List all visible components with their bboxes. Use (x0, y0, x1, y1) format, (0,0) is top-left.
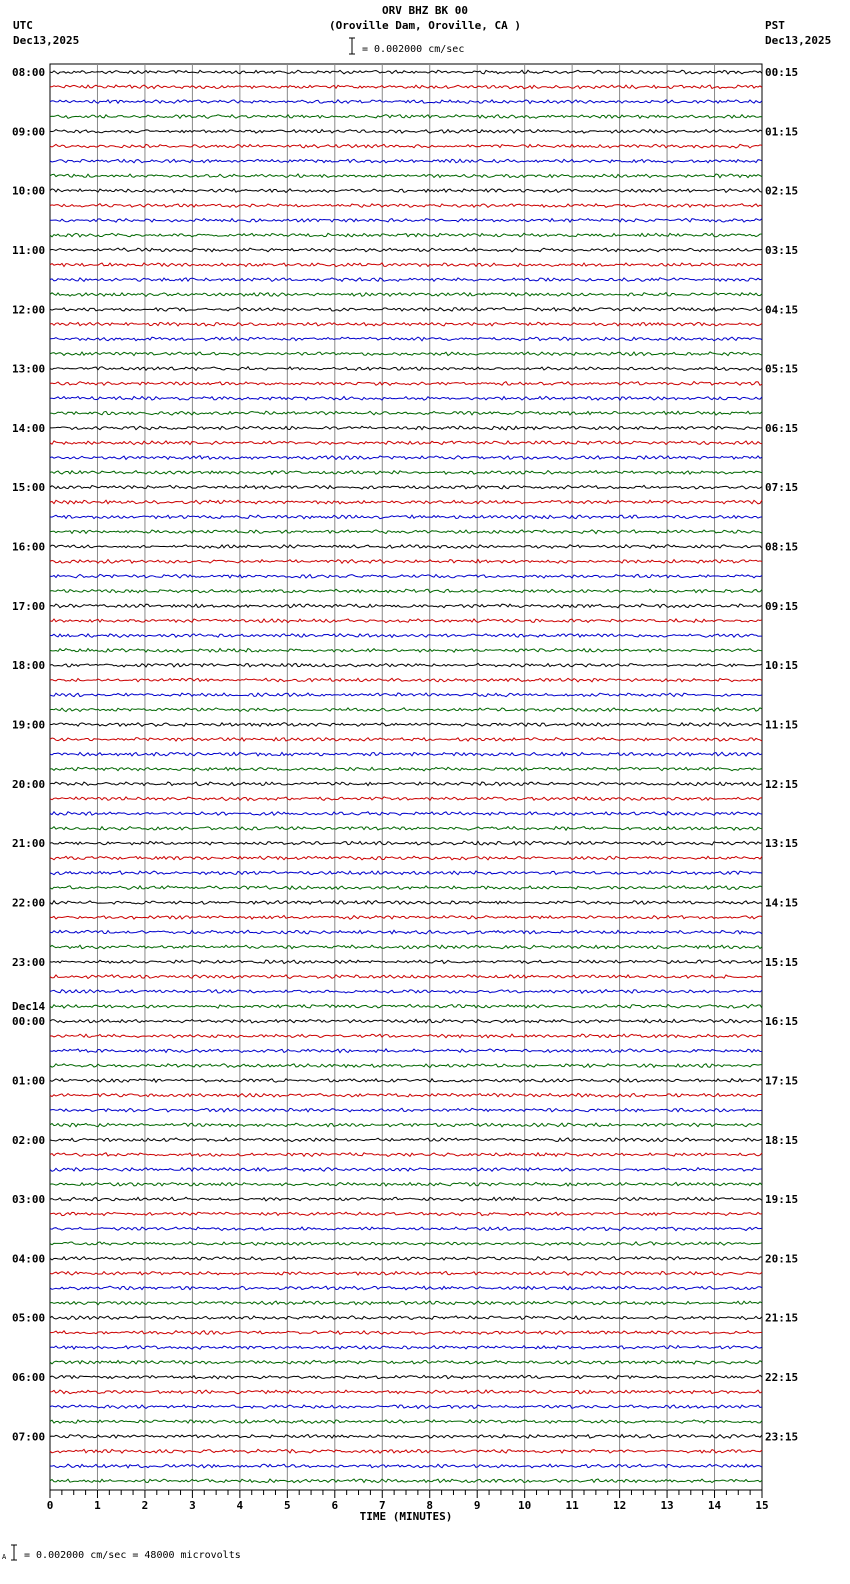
trace-line (50, 396, 762, 400)
x-tick-label: 5 (284, 1499, 291, 1512)
trace-line (50, 930, 762, 934)
trace-line (50, 100, 762, 104)
x-tick-label: 15 (755, 1499, 769, 1512)
footer-scale-bar-icon (9, 1543, 19, 1563)
utc-hour-label: 14:00 (12, 421, 46, 435)
trace-line (50, 619, 762, 623)
trace-line (50, 426, 762, 430)
trace-line (50, 456, 762, 460)
pst-hour-label: 11:15 (765, 718, 799, 732)
trace-line (50, 1346, 762, 1350)
trace-line (50, 1375, 762, 1379)
trace-line (50, 1034, 762, 1038)
utc-hour-label: 10:00 (12, 184, 46, 198)
utc-hour-label: 20:00 (12, 777, 46, 791)
trace-line (50, 990, 762, 994)
trace-line (50, 960, 762, 964)
trace-line (50, 767, 762, 771)
trace-line (50, 1049, 762, 1053)
trace-line (50, 1079, 762, 1083)
trace-line (50, 115, 762, 119)
trace-line (50, 307, 762, 311)
utc-hour-label: 23:00 (12, 955, 46, 969)
trace-line (50, 1182, 762, 1186)
trace-line (50, 233, 762, 237)
title-line2: (Oroville Dam, Oroville, CA ) (328, 19, 522, 32)
trace-line (50, 1331, 762, 1335)
x-tick-label: 14 (707, 1499, 722, 1512)
trace-line (50, 471, 762, 475)
trace-line (50, 485, 762, 489)
pst-hour-label: 07:15 (765, 481, 799, 495)
trace-line (50, 204, 762, 208)
trace-line (50, 1019, 762, 1023)
pst-hour-label: 18:15 (765, 1133, 799, 1147)
x-tick-label: 11 (565, 1499, 579, 1512)
x-tick-label: 9 (473, 1499, 481, 1512)
trace-line (50, 812, 762, 816)
trace-line (50, 975, 762, 979)
trace-line (50, 85, 762, 89)
pst-hour-label: 16:15 (765, 1015, 799, 1029)
trace-line (50, 856, 762, 860)
x-tick-label: 2 (141, 1499, 149, 1512)
right-timezone: PST (765, 19, 785, 32)
pst-hour-label: 10:15 (765, 659, 799, 673)
pst-hour-label: 23:15 (765, 1430, 799, 1444)
left-timezone: UTC (13, 19, 33, 32)
pst-hour-label: 08:15 (765, 540, 799, 554)
trace-line (50, 916, 762, 920)
trace-line (50, 1197, 762, 1201)
trace-line (50, 574, 762, 578)
trace-line (50, 144, 762, 148)
utc-hour-label: 18:00 (12, 659, 46, 673)
pst-hour-label: 09:15 (765, 599, 799, 613)
trace-line (50, 1123, 762, 1127)
utc-hour-label: 13:00 (12, 362, 46, 376)
pst-hour-label: 01:15 (765, 125, 799, 139)
trace-line (50, 1227, 762, 1231)
pst-hour-label: 02:15 (765, 184, 799, 198)
trace-line (50, 649, 762, 653)
pst-hour-label: 12:15 (765, 777, 799, 791)
trace-line (50, 530, 762, 534)
utc-hour-label: 11:00 (12, 243, 46, 257)
trace-line (50, 886, 762, 890)
trace-line (50, 1464, 762, 1468)
utc-hour-label: 09:00 (12, 125, 46, 139)
pst-hour-label: 21:15 (765, 1311, 799, 1325)
pst-hour-label: 15:15 (765, 955, 799, 969)
trace-line (50, 382, 762, 386)
x-tick-label: 6 (331, 1499, 339, 1512)
pst-hour-label: 04:15 (765, 303, 799, 317)
right-date: Dec13,2025 (765, 34, 832, 47)
utc-hour-label: 02:00 (12, 1133, 46, 1147)
trace-line (50, 1390, 762, 1394)
footer-marker: A (2, 1553, 7, 1561)
trace-line (50, 248, 762, 252)
trace-line (50, 782, 762, 786)
trace-line (50, 1449, 762, 1453)
x-tick-label: 8 (426, 1499, 434, 1512)
trace-line (50, 1242, 762, 1246)
x-tick-label: 12 (612, 1499, 627, 1512)
trace-line (50, 293, 762, 297)
pst-hour-label: 20:15 (765, 1252, 799, 1266)
trace-line (50, 1093, 762, 1097)
trace-line (50, 545, 762, 549)
pst-hour-label: 22:15 (765, 1371, 799, 1385)
utc-hour-label: 03:00 (12, 1193, 46, 1207)
trace-line (50, 752, 762, 756)
x-tick-label: 4 (236, 1499, 244, 1512)
pst-hour-label: 05:15 (765, 362, 799, 376)
trace-line (50, 367, 762, 371)
utc-hour-label: 15:00 (12, 481, 46, 495)
trace-line (50, 515, 762, 519)
utc-hour-label: 12:00 (12, 303, 46, 317)
footer-scale-label: = 0.002000 cm/sec = 48000 microvolts (24, 1550, 241, 1561)
trace-line (50, 634, 762, 638)
trace-line (50, 604, 762, 608)
utc-hour-label: 21:00 (12, 837, 46, 851)
trace-line (50, 70, 762, 74)
trace-line (50, 1257, 762, 1261)
pst-hour-label: 19:15 (765, 1193, 799, 1207)
trace-line (50, 263, 762, 267)
trace-line (50, 1108, 762, 1112)
trace-line (50, 1168, 762, 1172)
trace-line (50, 560, 762, 564)
trace-line (50, 1420, 762, 1424)
trace-line (50, 441, 762, 445)
title-line1: ORV BHZ BK 00 (381, 4, 469, 17)
pst-hour-label: 17:15 (765, 1074, 799, 1088)
trace-line (50, 130, 762, 134)
trace-line (50, 189, 762, 193)
trace-line (50, 159, 762, 163)
utc-hour-label: 01:00 (12, 1074, 46, 1088)
trace-line (50, 841, 762, 845)
left-date: Dec13,2025 (13, 34, 80, 47)
trace-line (50, 1479, 762, 1483)
trace-line (50, 1360, 762, 1364)
utc-hour-label: 17:00 (12, 599, 46, 613)
trace-line (50, 219, 762, 223)
trace-line (50, 174, 762, 178)
utc-hour-label: 05:00 (12, 1311, 46, 1325)
utc-hour-label: 07:00 (12, 1430, 46, 1444)
trace-line (50, 278, 762, 282)
trace-line (50, 500, 762, 504)
trace-line (50, 871, 762, 875)
trace-line (50, 693, 762, 697)
utc-hour-label: 04:00 (12, 1252, 46, 1266)
x-tick-label: 7 (378, 1499, 386, 1512)
trace-line (50, 1271, 762, 1275)
date-change-label: Dec14 (12, 1000, 46, 1014)
trace-line (50, 1435, 762, 1439)
x-tick-label: 13 (660, 1499, 674, 1512)
trace-line (50, 1405, 762, 1409)
trace-line (50, 945, 762, 949)
utc-hour-label: 08:00 (12, 66, 46, 79)
trace-line (50, 663, 762, 667)
trace-line (50, 1316, 762, 1320)
x-tick-label: 3 (189, 1499, 196, 1512)
x-tick-label: 0 (46, 1499, 54, 1512)
pst-hour-label: 03:15 (765, 243, 799, 257)
trace-line (50, 589, 762, 593)
utc-hour-label: 22:00 (12, 896, 46, 910)
plot-frame (50, 64, 762, 1490)
trace-line (50, 352, 762, 356)
trace-line (50, 1004, 762, 1008)
utc-hour-label: 06:00 (12, 1371, 46, 1385)
trace-line (50, 797, 762, 801)
trace-line (50, 411, 762, 415)
trace-line (50, 1212, 762, 1215)
trace-line (50, 1138, 762, 1142)
x-tick-label: 1 (94, 1499, 101, 1512)
pst-hour-label: 13:15 (765, 837, 799, 851)
x-axis-label: TIME (MINUTES) (359, 1510, 453, 1523)
pst-hour-label: 00:15 (765, 66, 799, 79)
trace-line (50, 723, 762, 727)
trace-line (50, 901, 762, 905)
utc-hour-label: 16:00 (12, 540, 46, 554)
pst-hour-label: 06:15 (765, 421, 799, 435)
trace-line (50, 678, 762, 682)
trace-line (50, 708, 762, 712)
trace-line (50, 337, 762, 341)
trace-line (50, 827, 762, 831)
trace-line (50, 322, 762, 326)
trace-line (50, 1064, 762, 1068)
scale-label: = 0.002000 cm/sec (362, 44, 465, 55)
trace-line (50, 1153, 762, 1157)
trace-line (50, 1286, 762, 1290)
pst-hour-label: 14:15 (765, 896, 799, 910)
utc-hour-label: 19:00 (12, 718, 46, 732)
x-tick-label: 10 (518, 1499, 532, 1512)
trace-line (50, 738, 762, 742)
utc-hour-label: 00:00 (12, 1015, 46, 1029)
trace-line (50, 1301, 762, 1305)
